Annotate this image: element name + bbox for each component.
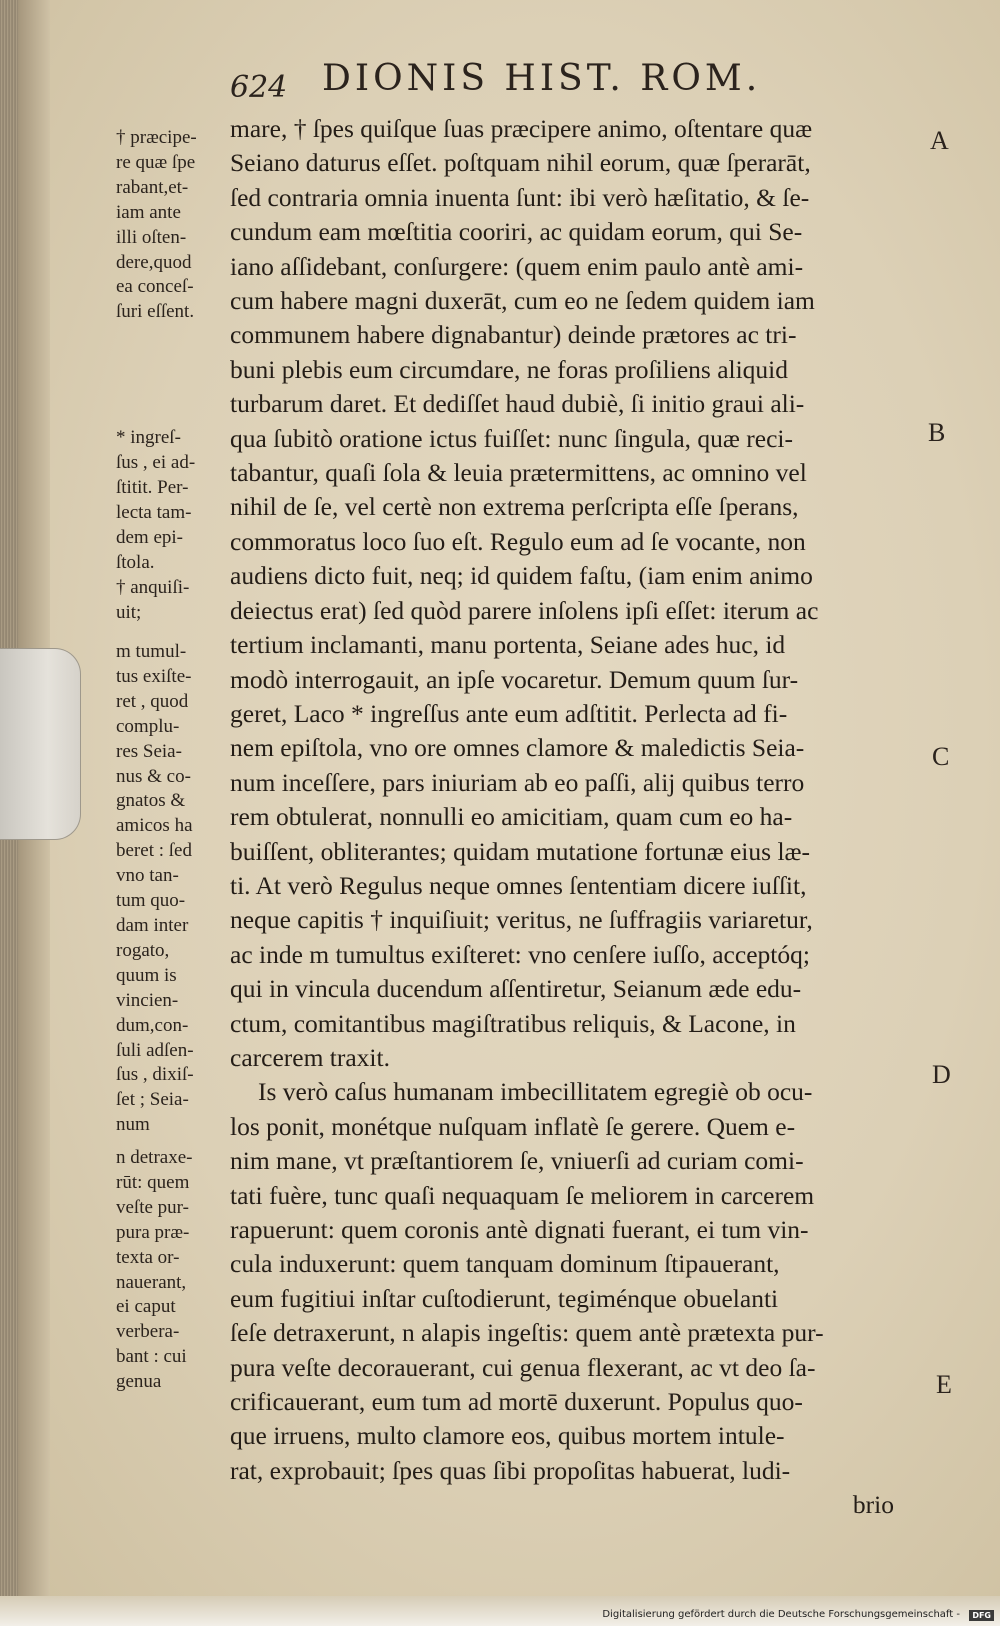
marginal-note bbox=[116, 640, 234, 1138]
marginal-line: ea conceſ- bbox=[116, 276, 194, 298]
text-line: mare, † ſpes quiſque ſuas præcipere animo, oſtentare quæ bbox=[230, 114, 813, 143]
text-line: buiſſent, obliterantes; quidam mutatione fortunæ eius læ- bbox=[230, 836, 811, 866]
text-line: modò interrogauit, an ipſe vocaretur. Demum quum ſur- bbox=[230, 664, 799, 694]
section-letter-d: D bbox=[932, 1060, 951, 1089]
marginal-line: illi oſten- bbox=[116, 226, 187, 248]
section-letter-a: A bbox=[930, 126, 949, 155]
section-letter-c: C bbox=[932, 742, 950, 771]
marginal-note bbox=[116, 426, 234, 575]
marginal-line: rūt: quem bbox=[116, 1171, 190, 1193]
marginal-line: gnatos & bbox=[116, 790, 186, 812]
marginal-line: tum quo- bbox=[116, 890, 186, 912]
marginal-line: ſuli adſen- bbox=[116, 1039, 194, 1061]
marginal-line: m tumul- bbox=[116, 641, 187, 662]
text-line: Seiano daturus eſſet. poſtquam nihil eorum, quæ ſperarāt, bbox=[230, 148, 811, 178]
marginal-line: rogato, bbox=[116, 939, 170, 961]
page-header bbox=[230, 58, 830, 110]
marginal-line: n detraxe- bbox=[116, 1147, 193, 1168]
marginal-line: amicos ha bbox=[116, 815, 193, 837]
marginal-line: vno tan- bbox=[116, 865, 179, 887]
text-line: qua ſubitò oratione ictus fuiſſet: nunc ſingula, quæ reci- bbox=[230, 423, 793, 453]
text-line: ſed contraria omnia inuenta ſunt: ibi verò hæſitatio, & ſe- bbox=[230, 182, 810, 212]
text-line: ſeſe detraxerunt, n alapis ingeſtis: quem antè prætexta pur- bbox=[230, 1318, 824, 1348]
marginal-line: pura præ- bbox=[116, 1221, 190, 1243]
marginal-line: re quæ ſpe bbox=[116, 151, 196, 173]
page-number: 624 bbox=[230, 70, 288, 105]
marginal-note bbox=[116, 576, 234, 626]
marginal-line: ſet ; Seia- bbox=[116, 1089, 189, 1111]
marginal-line: ret , quod bbox=[116, 690, 189, 712]
text-line: carcerem traxit. bbox=[230, 1042, 390, 1072]
marginal-line: vincien- bbox=[116, 989, 179, 1011]
marginal-line: dum,con- bbox=[116, 1014, 189, 1036]
text-line: rem obtulerat, nonnulli eo amicitiam, quam cum eo ha- bbox=[230, 802, 793, 832]
marginal-line: ſuri eſſent. bbox=[116, 301, 195, 323]
text-line: que irruens, multo clamore eos, quibus mortem intule- bbox=[230, 1421, 785, 1451]
text-line: ctum, comitantibus magiſtratibus reliquis, & Lacone, in bbox=[230, 1008, 796, 1038]
text-line: rat, exprobauit; ſpes quas ſibi propoſitas habuerat, ludi- bbox=[230, 1455, 791, 1485]
marginal-line: veſte pur- bbox=[116, 1196, 189, 1218]
marginal-line: num bbox=[116, 1114, 150, 1136]
text-line: neque capitis † inquiſiuit; veritus, ne ſuffragiis variaretur, bbox=[230, 905, 813, 935]
text-line: qui in vincula ducendum aſſentiretur, Seianum æde edu- bbox=[230, 974, 802, 1004]
text-line: ac inde m tumultus exiſteret: vno cenſere iuſſo, acceptóq; bbox=[230, 939, 810, 969]
digitization-credit: Digitalisierung gefördert durch die Deutsche Forschungsgemeinschaft - bbox=[602, 1609, 960, 1620]
text-line: deiectus erat) ſed quòd parere inſolens ipſi eſſet: iterum ac bbox=[230, 595, 819, 625]
marginal-line: genua bbox=[116, 1371, 162, 1393]
marginal-note bbox=[116, 1146, 234, 1395]
marginal-note bbox=[116, 126, 234, 325]
text-line: crificauerant, eum tum ad mortē duxerunt. Populus quo- bbox=[230, 1387, 803, 1417]
section-letter-e: E bbox=[936, 1370, 952, 1399]
text-line: communem habere dignabantur) deinde prætores ac tri- bbox=[230, 320, 797, 350]
marginal-line: * ingreſ- bbox=[116, 427, 181, 448]
text-line: num inceſſere, pars iniuriam ab eo paſſi, alij quibus terro bbox=[230, 767, 805, 797]
text-line: buni plebis eum circumdare, ne foras proſiliens aliquid bbox=[230, 354, 789, 384]
marginal-line: ſtitit. Per- bbox=[116, 476, 189, 498]
marginal-line: uit; bbox=[116, 601, 142, 623]
footer-strip bbox=[0, 1596, 1000, 1626]
text-line: cula induxerunt: quem tanquam dominum ſtipauerant, bbox=[230, 1249, 780, 1279]
section-letter-b: B bbox=[928, 418, 946, 447]
text-line: cundum eam mœſtitia cooriri, ac quidam eorum, qui Se- bbox=[230, 217, 803, 247]
marginal-line: dem epi- bbox=[116, 526, 184, 548]
text-line: tabantur, quaſi ſola & leuia prætermittens, ac omnino vel bbox=[230, 458, 807, 488]
running-title: DIONIS HIST. ROM. bbox=[322, 58, 762, 99]
text-line: turbarum daret. Et dediſſet haud dubiè, ſi initio graui ali- bbox=[230, 389, 805, 419]
marginal-line: ei caput bbox=[116, 1296, 176, 1318]
text-line: tertium inclamanti, manu portenta, Seiane ades huc, id bbox=[230, 630, 786, 660]
catchword: brio bbox=[852, 1490, 894, 1520]
marginal-line: dere,quod bbox=[116, 251, 192, 273]
marginal-line: ſus , ei ad- bbox=[116, 451, 196, 473]
text-line: nem epiſtola, vno ore omnes clamore & maledictis Seia- bbox=[230, 733, 805, 763]
marginal-line: ſus , dixiſ- bbox=[116, 1064, 194, 1086]
marginal-line: beret : ſed bbox=[116, 840, 192, 862]
text-line: geret, Laco * ingreſſus ante eum adſtitit. Perlecta ad fi- bbox=[230, 698, 788, 728]
marginal-line: ſtola. bbox=[116, 551, 155, 573]
text-line: rapuerunt: quem coronis antè dignati fuerant, ei tum vin- bbox=[230, 1215, 809, 1244]
marginal-line: nus & co- bbox=[116, 765, 191, 787]
text-line: audiens dicto fuit, neq; id quidem faſtu, (iam enim animo bbox=[230, 561, 813, 591]
marginal-line: tus exiſte- bbox=[116, 665, 192, 687]
text-line: Is verò caſus humanam imbecillitatem egregiè ob ocu- bbox=[258, 1077, 813, 1107]
text-line: tati fuère, tunc quaſi nequaquam ſe meliorem in carcerem bbox=[230, 1180, 815, 1210]
marginal-line: bant : cui bbox=[116, 1346, 187, 1368]
text-line: iano aſſidebant, conſurgere: (quem enim paulo antè ami- bbox=[230, 251, 804, 281]
marginal-line: res Seia- bbox=[116, 740, 182, 762]
text-line: nim mane, vt præſtantiorem ſe, vniuerſi ad curiam comi- bbox=[230, 1146, 804, 1176]
text-line: commoratus loco ſuo eſt. Regulo eum ad ſe vocante, non bbox=[230, 526, 806, 556]
marginal-line: verbera- bbox=[116, 1321, 180, 1343]
marginal-line: iam ante bbox=[116, 201, 181, 223]
marginal-line: rabant,et- bbox=[116, 176, 189, 198]
text-line: nihil de ſe, vel certè non extrema perſcripta eſſe ſperans, bbox=[230, 492, 799, 522]
text-line: cum habere magni duxerāt, cum eo ne ſedem quidem iam bbox=[230, 286, 815, 316]
page-tab-clip bbox=[0, 648, 81, 840]
text-line: los ponit, monétque nuſquam inflatè ſe gerere. Quem e- bbox=[230, 1111, 796, 1141]
marginal-line: texta or- bbox=[116, 1246, 180, 1268]
marginal-line: complu- bbox=[116, 715, 180, 737]
marginal-line: † præcipe- bbox=[116, 127, 197, 148]
main-text bbox=[230, 112, 900, 1523]
text-line: eum fugitiui inſtar cuſtodierunt, tegiménque obuelanti bbox=[230, 1283, 779, 1313]
marginal-line: quum is bbox=[116, 964, 177, 986]
marginal-line: nauerant, bbox=[116, 1271, 187, 1293]
marginal-line: dam inter bbox=[116, 914, 189, 936]
marginal-line: † anquiſi- bbox=[116, 577, 190, 598]
dfg-logo: DFG bbox=[969, 1610, 994, 1621]
text-line: pura veſte decorauerant, cui genua flexerant, ac vt deo ſa- bbox=[230, 1352, 816, 1382]
text-line: ti. At verò Regulus neque omnes ſententiam dicere iuſſit, bbox=[230, 870, 807, 900]
marginal-line: lecta tam- bbox=[116, 501, 192, 523]
